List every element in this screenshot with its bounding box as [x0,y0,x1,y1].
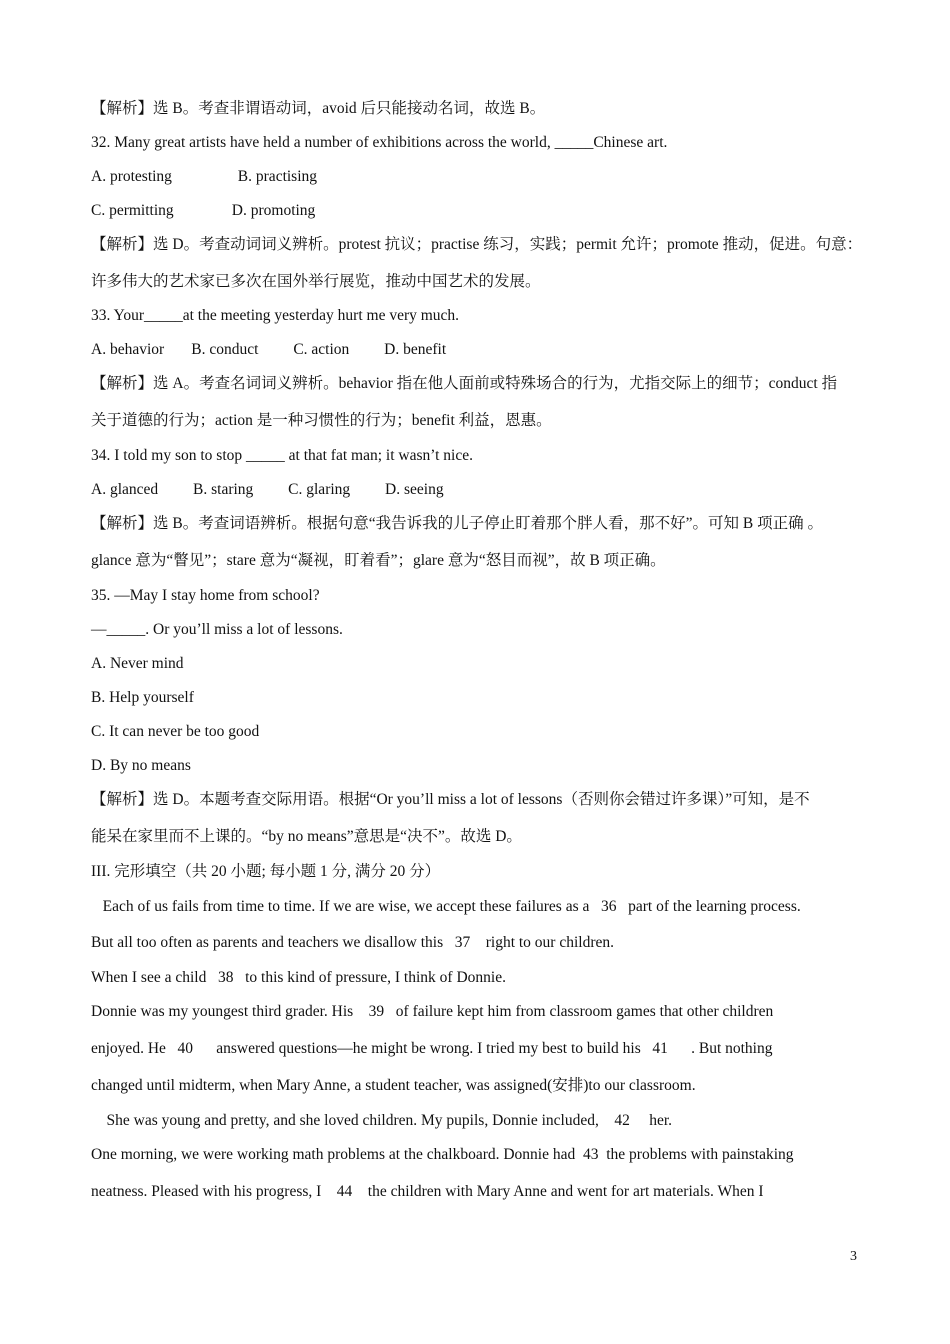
answer-analysis-31: 【解析】选 B。考查非谓语动词，avoid 后只能接动名词，故选 B。 [91,100,546,117]
question-35-option-d: D. By no means [91,757,191,774]
answer-analysis-33-line1: 【解析】选 A。考查名词词义辨析。behavior 指在他人面前或特殊场合的行为，尤指交际上的细节；conduct 指 [91,375,838,392]
answer-analysis-32-line1: 【解析】选 D。考查动词词义辨析。protest 抗议；practise 练习，实践；permit 允许；promote 推动，促进。句意： [91,236,863,253]
passage-line-4: Donnie was my youngest third grader. His 39 of failure kept him from classroom games that other children [91,1003,774,1020]
question-34: 34. I told my son to stop _____ at that fat man; it wasn’t nice. [91,447,473,464]
question-33: 33. Your_____at the meeting yesterday hurt me very much. [91,307,460,324]
question-34-options: A. glanced B. staring C. glaring D. seeing [91,481,444,498]
answer-analysis-34-line2: glance 意为“瞥见”；stare 意为“凝视，盯着看”；glare 意为“怒目而视”，故 B 项正确。 [91,552,666,569]
passage-line-8: One morning, we were working math problems at the chalkboard. Donnie had 43 the problems with painstaking [91,1146,794,1163]
passage-line-2: But all too often as parents and teachers we disallow this 37 right to our children. [91,934,615,951]
page-number: 3 [850,1249,857,1264]
answer-analysis-32-line2: 许多伟大的艺术家已多次在国外举行展览，推动中国艺术的发展。 [91,273,541,290]
section-heading-cloze: III. 完形填空（共 20 小题; 每小题 1 分, 满分 20 分） [91,863,441,880]
question-32: 32. Many great artists have held a number of exhibitions across the world, _____Chinese art. [91,134,668,151]
answer-analysis-35-line1: 【解析】选 D。本题考查交际用语。根据“Or you’ll miss a lot of lessons（否则你会错过许多课）”可知，是不 [91,791,810,808]
answer-analysis-35-line2: 能呆在家里而不上课的。“by no means”意思是“决不”。故选 D。 [91,828,522,845]
passage-line-9: neatness. Pleased with his progress, I 44 the children with Mary Anne and went for art materials. When I [91,1183,764,1200]
passage-line-3: When I see a child 38 to this kind of pressure, I think of Donnie. [91,969,506,986]
passage-line-6: changed until midterm, when Mary Anne, a student teacher, was assigned(安排)to our classroom. [91,1077,696,1094]
question-32-options-cd: C. permitting D. promoting [91,202,316,219]
passage-line-1: Each of us fails from time to time. If we are wise, we accept these failures as a 36 part of the learning process. [91,898,801,915]
answer-analysis-34-line1: 【解析】选 B。考查词语辨析。根据句意“我告诉我的儿子停止盯着那个胖人看，那不好”。可知 B 项正确 。 [91,515,823,532]
question-35-option-a: A. Never mind [91,655,184,672]
question-32-options-ab: A. protesting B. practising [91,168,318,185]
answer-analysis-33-line2: 关于道德的行为；action 是一种习惯性的行为；benefit 利益，恩惠。 [91,412,552,429]
passage-line-5: enjoyed. He 40 answered questions—he might be wrong. I tried my best to build his 41 . But nothing [91,1040,773,1057]
question-35-option-b: B. Help yourself [91,689,194,706]
question-35-option-c: C. It can never be too good [91,723,260,740]
passage-line-7: She was young and pretty, and she loved children. My pupils, Donnie included, 42 her. [91,1112,673,1129]
question-33-options: A. behavior B. conduct C. action D. benefit [91,341,447,358]
question-35-response: —_____. Or you’ll miss a lot of lessons. [91,621,343,638]
question-35: 35. —May I stay home from school? [91,587,320,604]
